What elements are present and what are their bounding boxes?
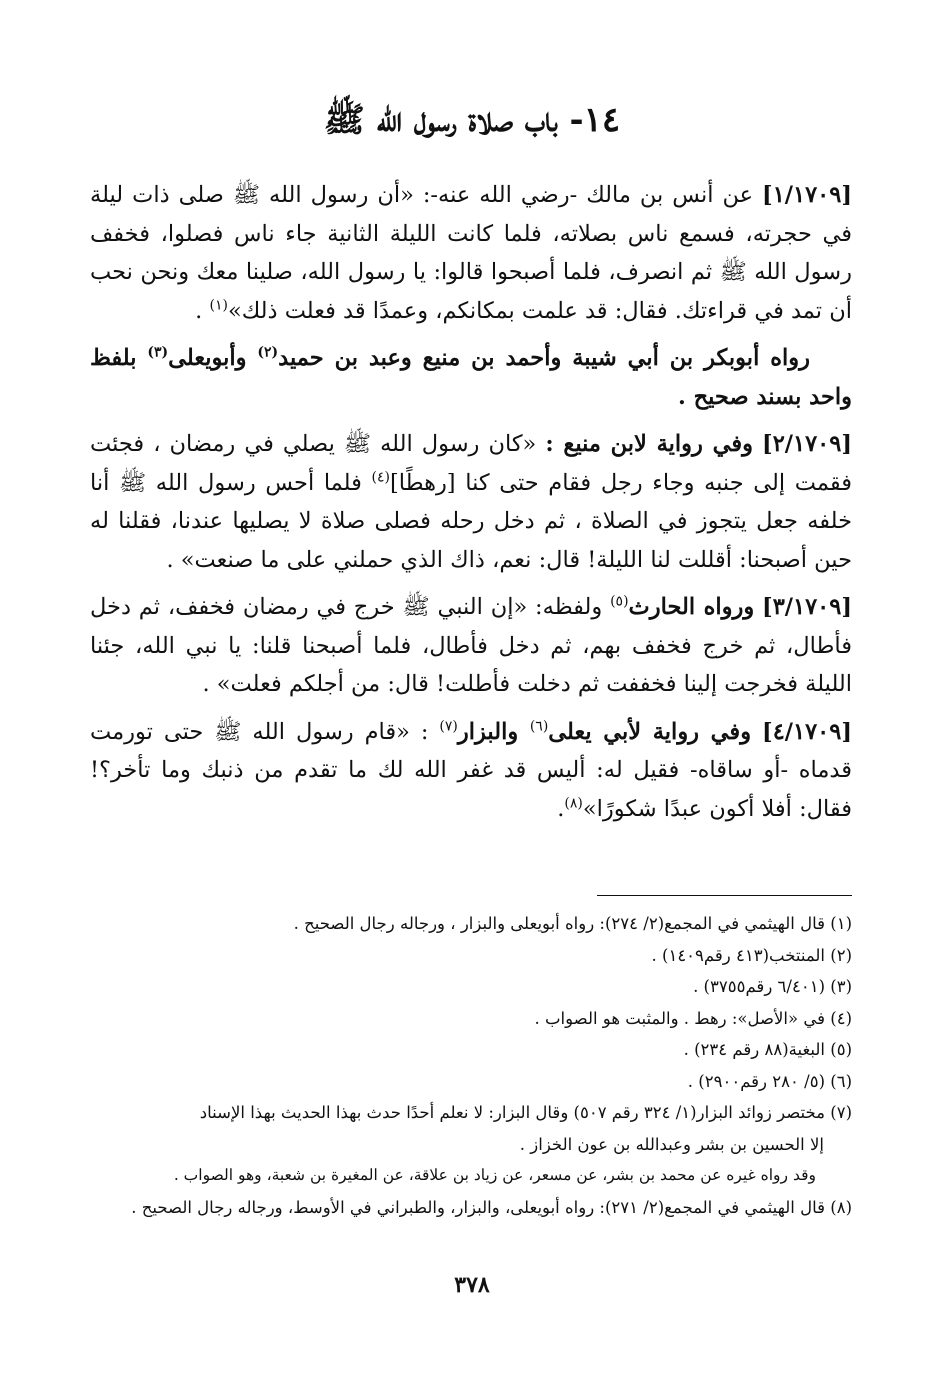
footnote-continuation: إلا الحسين بن بشر وعبدالله بن عون الخزاز . bbox=[519, 1134, 824, 1154]
main-text bbox=[90, 176, 852, 837]
narration-lead: وفي رواية لأبي يعلى bbox=[548, 718, 752, 745]
narration-lead: وفي رواية لابن منيع : bbox=[545, 431, 753, 457]
hadith-text: «كان رسول الله ﷺ يصلي في رمضان ، فجئت فقمت إلى جنبه وجاء رجل فقام حتى كنا [رهطًا] bbox=[90, 431, 852, 496]
hadith-text: ولفظه: «إن النبي ﷺ خرج في رمضان فخفف، ثم دخل فأطال، ثم خرج فخفف بهم، ثم دخل فأطال، فلما أصبحنا قلنا: يا نبي الله، جئنا الليلة فخرجت إلينا فخففت ثم دخلت فأطلت! قال: من أجلكم فعلت» . bbox=[90, 594, 852, 697]
footnote-divider bbox=[597, 895, 852, 896]
narration-lead: ورواه الحارث bbox=[628, 594, 755, 620]
chapter-title: ١٤- باب صلاة رسول الله ﷺ bbox=[323, 100, 621, 140]
hadith-text: : «قام رسول الله ﷺ حتى تورمت قدماه -أو ساقاه- فقيل له: أليس قد غفر الله لك ما تقدم من ذنبك وما تأخر؟! فقال: أفلا أكون عبدًا شكورًا» bbox=[90, 718, 852, 822]
footnote-item: (٣) (٦/٤٠١ رقم٣٧٥٥) . bbox=[693, 977, 852, 996]
hadith-end: . bbox=[557, 795, 565, 822]
footnote-item: (١) قال الهيثمي في المجمع(٢/ ٢٧٤): رواه أبويعلى والبزار ، ورجاله رجال الصحيح . bbox=[293, 914, 852, 933]
hadith-reference: [٣/١٧٠٩] bbox=[762, 594, 852, 620]
footnote-marker[interactable]: (٦) bbox=[529, 718, 549, 734]
footnote-marker[interactable]: (٤) bbox=[371, 469, 390, 485]
hadith-reference: [٢/١٧٠٩] bbox=[762, 431, 852, 457]
page-number: ٣٧٨ bbox=[454, 1272, 490, 1298]
narration-lead-2: والبزار bbox=[457, 718, 530, 745]
footnote-marker[interactable]: (٥) bbox=[610, 593, 629, 610]
footnotes-list bbox=[90, 908, 852, 1223]
footnote-marker[interactable]: (١) bbox=[209, 297, 228, 313]
hadith-paragraph bbox=[90, 425, 852, 579]
footnote-comment: وقد رواه غيره عن محمد بن بشر، عن مسعر، عن زياد بن علاقة، عن المغيرة بن شعبة، وهو الصواب . bbox=[173, 1166, 816, 1184]
source-text: رواه أبوبكر بن أبي شيبة وأحمد بن منيع وعبد بن حميد bbox=[278, 345, 810, 371]
hadith-paragraph bbox=[90, 176, 852, 330]
footnote-item: (٥) البغية(٨٨ رقم ٢٣٤) . bbox=[683, 1040, 852, 1059]
hadith-reference: [١/١٧٠٩] bbox=[762, 182, 853, 208]
footnote-item: (٦) (٥/ ٢٨٠ رقم٢٩٠٠) . bbox=[687, 1071, 852, 1091]
source-paragraph bbox=[90, 339, 852, 416]
source-text-end: بلفظ واحد بسند صحيح . bbox=[90, 345, 852, 410]
hadith-end: . bbox=[195, 297, 210, 324]
footnote-marker[interactable]: (٨) bbox=[564, 795, 583, 811]
footnote-marker[interactable]: (٣) bbox=[147, 344, 169, 361]
hadith-paragraph bbox=[90, 713, 852, 829]
hadith-text-continued: فلما أحس رسول الله ﷺ أنا خلفه جعل يتجوز في الصلاة ، ثم دخل رحله فصلى صلاة لا يصليها عندنا، فقلنا له حين أصبحنا: أقللت لنا الليلة! قال: نعم، ذاك الذي حملني على ما صنعت» . bbox=[90, 469, 852, 573]
footnote-marker[interactable]: (٧) bbox=[439, 718, 458, 734]
hadith-paragraph bbox=[90, 588, 852, 704]
source-text-mid: وأبويعلى bbox=[168, 345, 258, 371]
footnote-item: (٢) المنتخب(٤١٣ رقم١٤٠٩) . bbox=[651, 945, 852, 965]
footnote-marker[interactable]: (٢) bbox=[257, 344, 279, 361]
hadith-text: عن أنس بن مالك -رضي الله عنه-: «أن رسول الله ﷺ صلى ذات ليلة في حجرته، فسمع ناس بصلاته، فلما كانت الليلة الثانية جاء ناس فصلوا، فخفف رسول الله ﷺ ثم انصرف، فلما أصبحوا قالوا: يا رسول الله، صلينا معك ونحن نحب أن تمد في قراءتك. فقال: قد علمت بمكانكم، وعمدًا قد فعلت ذلك» bbox=[90, 182, 852, 324]
hadith-reference: [٤/١٧٠٩] bbox=[762, 718, 852, 745]
footnote-item: (٧) مختصر زوائد البزار(١/ ٣٢٤ رقم ٥٠٧) وقال البزار: لا نعلم أحدًا حدث بهذا الحديث بهذا الإسناد bbox=[199, 1103, 852, 1122]
footnote-item: (٨) قال الهيثمي في المجمع(٢/ ٢٧١): رواه أبويعلى، والبزار، والطبراني في الأوسط، ورجاله رجال الصحيح . bbox=[131, 1197, 852, 1217]
footnote-item: (٤) في «الأصل»: رهط . والمثبت هو الصواب . bbox=[534, 1008, 852, 1028]
